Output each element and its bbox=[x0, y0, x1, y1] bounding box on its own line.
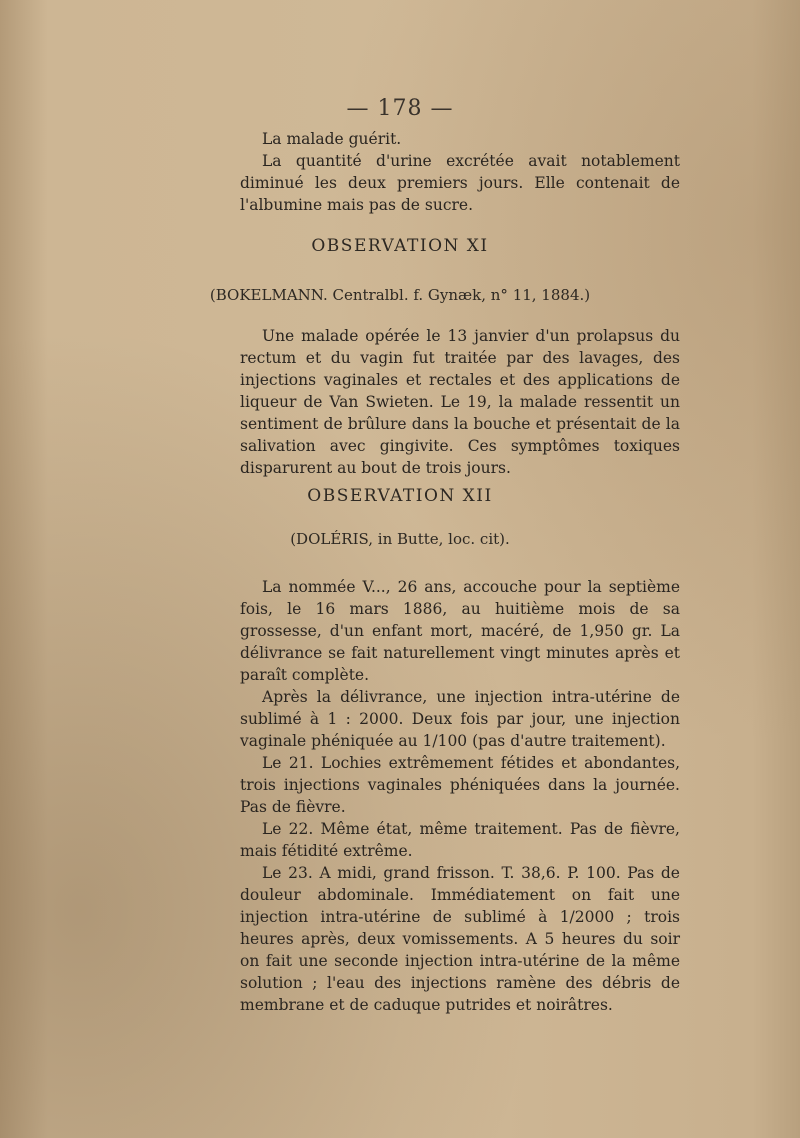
observation-12-source: (DOLÉRIS, in Butte, loc. cit). bbox=[290, 530, 510, 548]
observation-11-text bbox=[240, 325, 680, 479]
observation-11-source: (BOKELMANN. Centralbl. f. Gynæk, n° 11, 1884.) bbox=[209, 286, 591, 304]
observation-12-paragraph-5: Le 23. A midi, grand frisson. T. 38,6. P. 100. Pas de douleur abdominale. Immédiatement on fait une injection intra-utérine de sublimé à 1/2000 ; trois heures après, deux vomissements. A 5 heures du soir on fait une seconde injection intra-utérine de la même solution ; l'eau des injections ramène des débris de membrane et de caduque putrides et noirâtres. bbox=[240, 864, 680, 1014]
observation-11-paragraph-1: Une malade opérée le 13 janvier d'un prolapsus du rectum et du vagin fut traitée par des lavages, des injections vaginales et rectales et des applications de liqueur de Van Swieten. Le 19, la malade ressentit un sentiment de brûlure dans la bouche et présentait de la salivation avec gingivite. Ces symptômes toxiques disparurent au bout de trois jours. bbox=[240, 327, 680, 477]
page-number: — 178 — bbox=[346, 96, 454, 121]
observation-12-paragraph-2: Après la délivrance, une injection intra-utérine de sublimé à 1 : 2000. Deux fois par jour, une injection vaginale phéniquée au 1/100 (pas d'autre traitement). bbox=[240, 688, 680, 750]
observation-12-paragraph-1: La nommée V..., 26 ans, accouche pour la septième fois, le 16 mars 1886, au huitième mois de sa grossesse, d'un enfant mort, macéré, de 1,950 gr. La délivrance se fait naturellement vingt minutes après et paraît complète. bbox=[240, 578, 680, 684]
intro-paragraph-2: La quantité d'urine excrétée avait notablement diminué les deux premiers jours. Elle contenait de l'albumine mais pas de sucre. bbox=[240, 152, 680, 214]
observation-11-title: OBSERVATION XI bbox=[311, 236, 489, 256]
intro-paragraph-1: La malade guérit. bbox=[262, 130, 402, 148]
observation-12-title: OBSERVATION XII bbox=[307, 486, 493, 506]
intro-text bbox=[240, 128, 680, 216]
observation-12-paragraph-3: Le 21. Lochies extrêmement fétides et abondantes, trois injections vaginales phéniquées dans la journée. Pas de fièvre. bbox=[240, 754, 680, 816]
observation-12-text bbox=[240, 576, 680, 1016]
observation-12-paragraph-4: Le 22. Même état, même traitement. Pas de fièvre, mais fétidité extrême. bbox=[240, 820, 680, 860]
